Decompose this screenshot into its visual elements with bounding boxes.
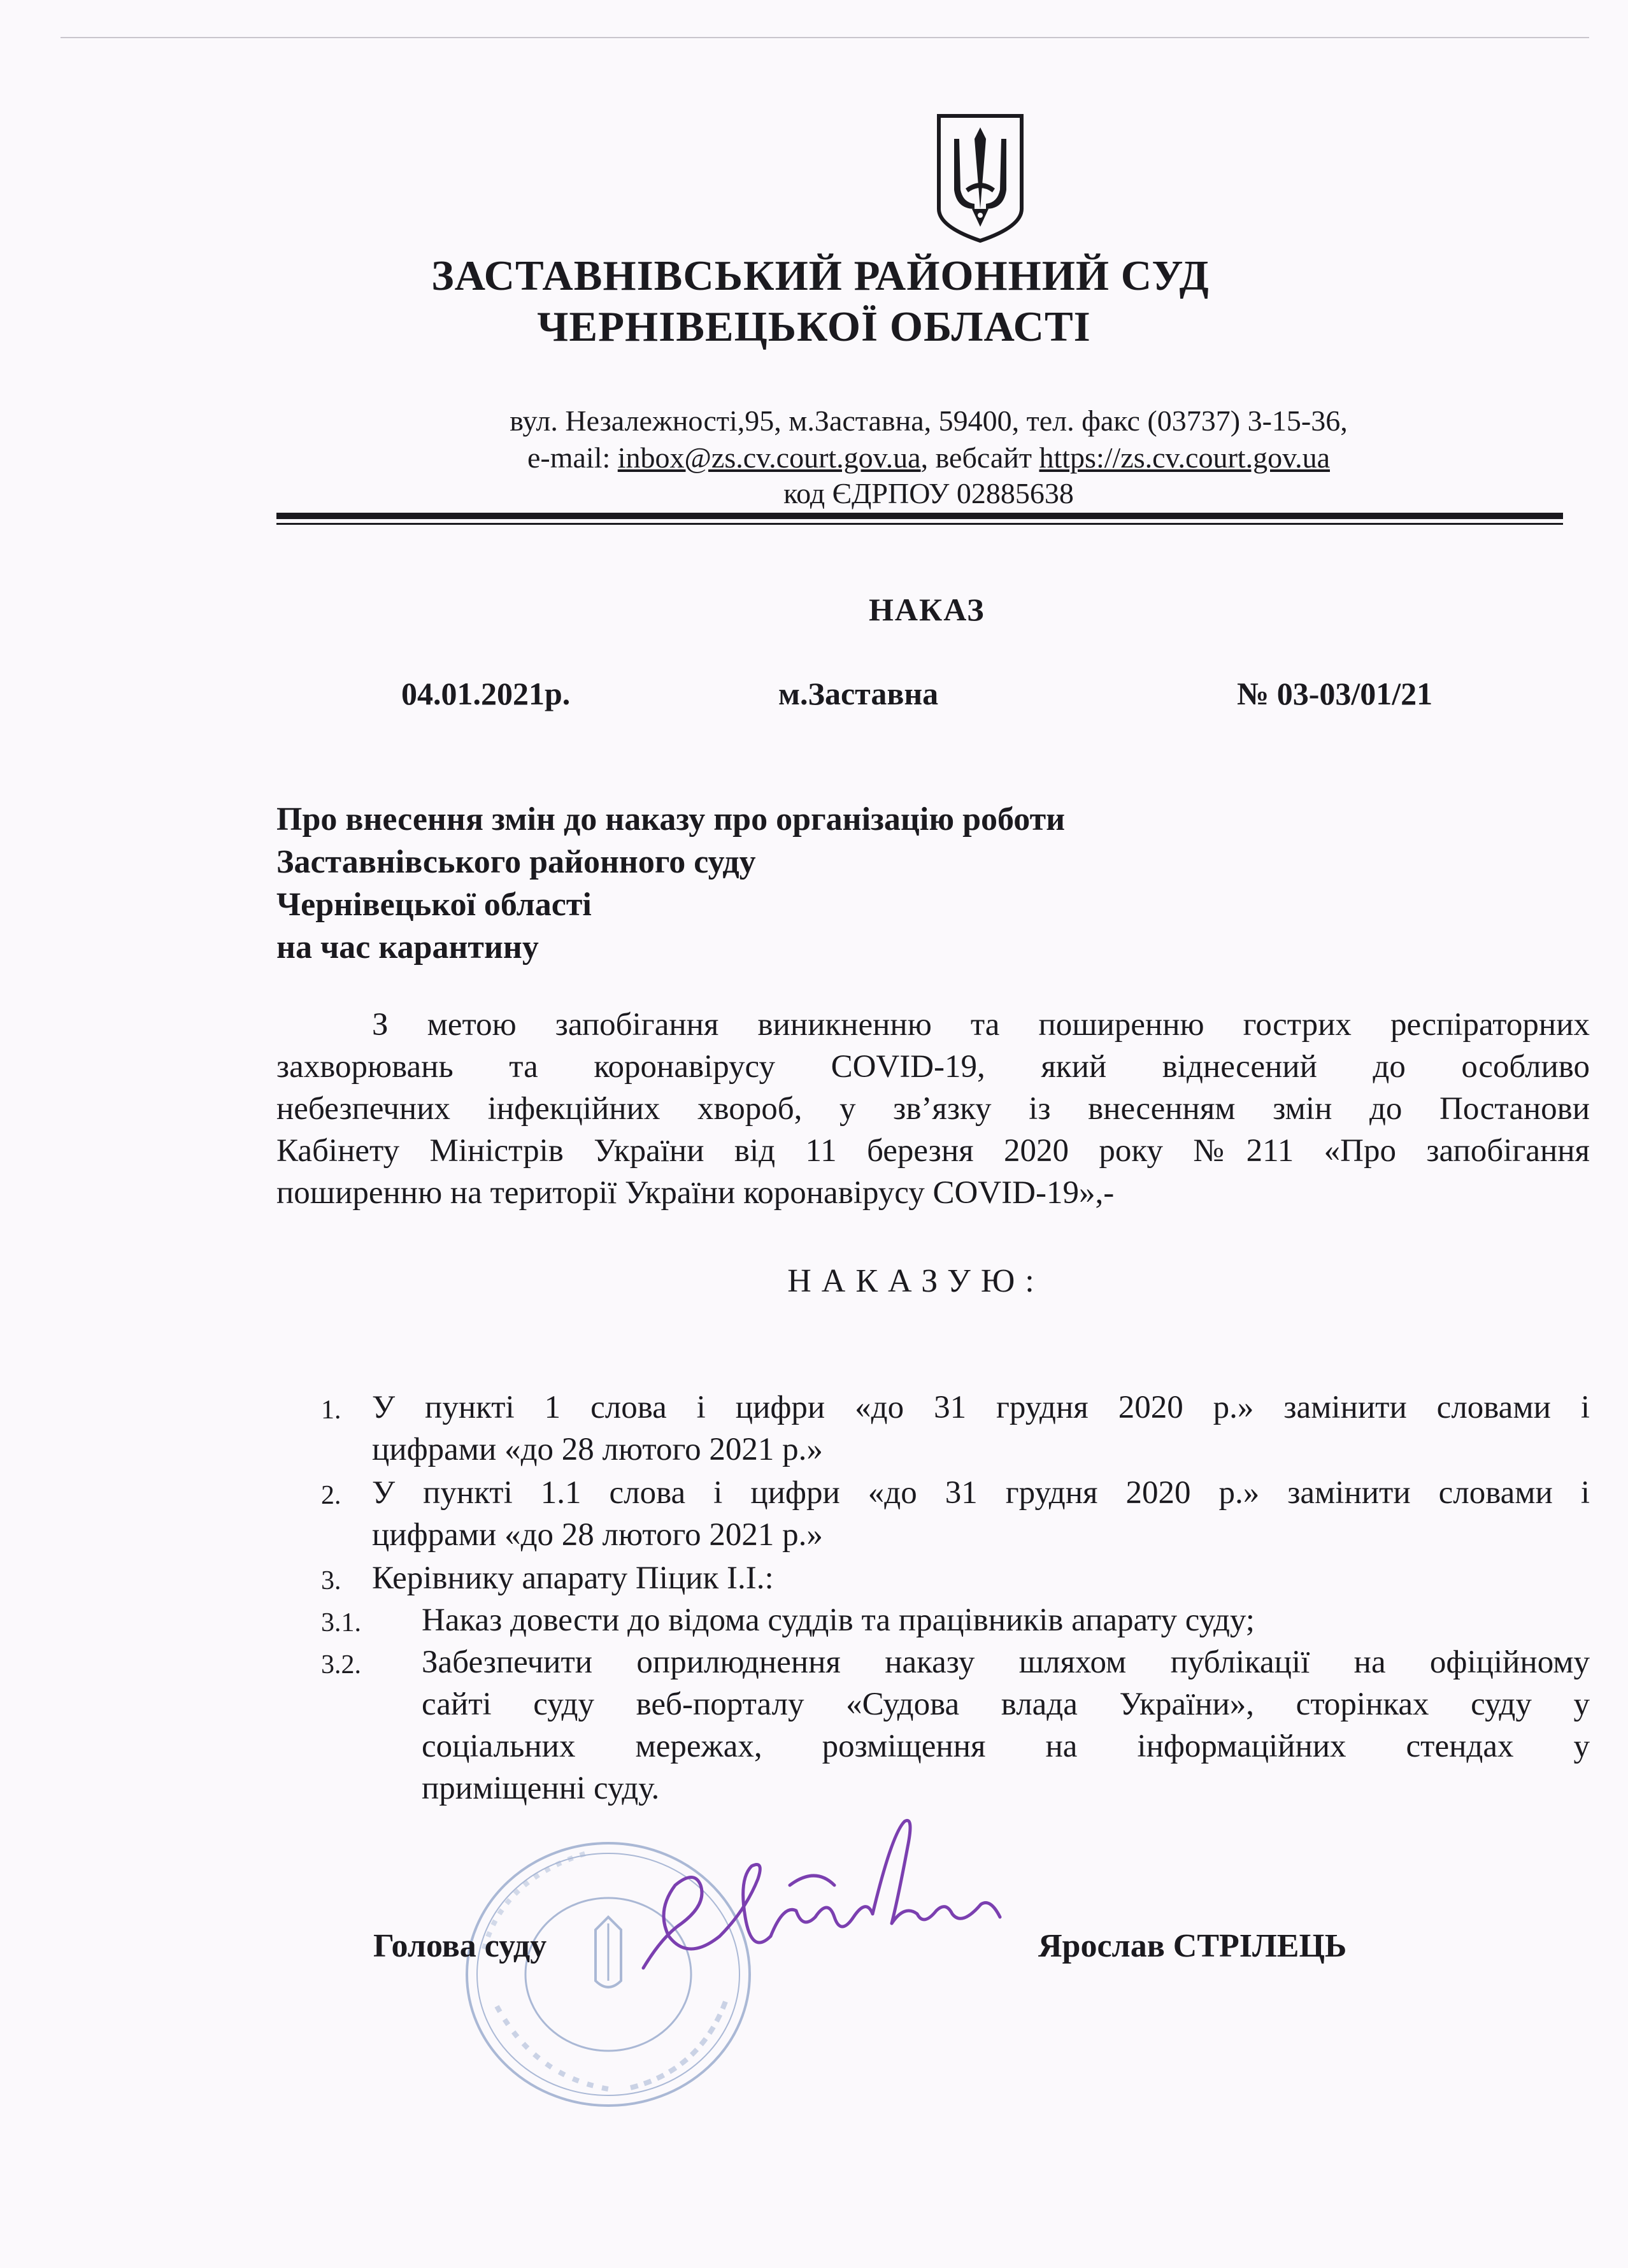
website-label: , вебсайт <box>920 441 1039 474</box>
preamble-line: Кабінету Міністрів України від 11 березня 2020 року №211 «Про запобігання <box>276 1133 1590 1169</box>
preamble-line: захворювань та коронавірусу COVID-19, який віднесений до особливо <box>276 1049 1590 1085</box>
preamble-line: поширенню на території України коронавірусу COVID-19»,- <box>276 1175 1115 1211</box>
email-label: e-mail: <box>527 441 618 474</box>
preamble-line: З метою запобігання виникненню та поширенню гострих респіраторних <box>372 1007 1590 1043</box>
subitem-number: 3.1. <box>321 1608 361 1637</box>
court-name-line-1: ЗАСТАВНІВСЬКИЙ РАЙОННИЙ СУД <box>431 252 1210 299</box>
subitem-number: 3.2. <box>321 1650 361 1680</box>
subject-line: Чернівецької області <box>276 887 592 923</box>
subject-line: Заставнівського районного суду <box>276 844 756 880</box>
court-name-line-2: ЧЕРНІВЕЦЬКОЇ ОБЛАСТІ <box>537 303 1091 350</box>
subject-line: Про внесення змін до наказу про організацію роботи <box>276 801 1066 838</box>
email-link[interactable]: inbox@zs.cv.court.gov.ua <box>617 441 921 474</box>
trident-coat-of-arms-icon <box>935 113 1025 244</box>
item-line: цифрами «до 28 лютого 2021 р.» <box>372 1432 823 1467</box>
court-address: вул. Незалежності,95, м.Заставна, 59400, тел. факс (03737) 3-15-36, <box>510 404 1348 437</box>
list-item <box>372 1387 1590 1471</box>
document-date: 04.01.2021р. <box>401 676 571 711</box>
header-divider-thick <box>276 513 1563 519</box>
item-number: 3. <box>321 1566 341 1595</box>
handwritten-signature <box>624 1809 1019 2000</box>
item-line: У пункті 1.1 слова і цифри «до 31 грудня 2020 р.» замінити словами і <box>372 1475 1590 1511</box>
list-item <box>372 1472 1590 1556</box>
subitem-line: Наказ довести до відома суддів та працівників апарату суду; <box>422 1602 1255 1638</box>
preamble-paragraph <box>276 1004 1590 1214</box>
document-number: № 03-03/01/21 <box>1237 676 1433 711</box>
document-subject <box>276 798 1065 969</box>
court-contacts <box>0 443 1628 473</box>
signatory-role: Голова суду <box>373 1928 547 1964</box>
item-number: 1. <box>321 1395 341 1425</box>
edrpou-code: код ЄДРПОУ 02885638 <box>783 477 1074 510</box>
subitem-line: соціальних мережах, розміщення на інформаційних стендах у <box>422 1729 1590 1764</box>
subitem-line: Забезпечити оприлюднення наказу шляхом публікації на офіційному <box>422 1644 1590 1680</box>
item-line: У пункті 1 слова і цифри «до 31 грудня 2020 р.» замінити словами і <box>372 1390 1590 1425</box>
document-title: НАКАЗ <box>869 592 985 627</box>
subitem-line: сайті суду веб-порталу «Судова влада України», сторінках суду у <box>422 1687 1590 1722</box>
list-subitem <box>422 1599 1590 1641</box>
item-line: Керівнику апарату Піцик І.І.: <box>372 1560 774 1596</box>
preamble-line: небезпечних інфекційних хвороб, у зв’язку із внесенням змін до Постанови <box>276 1091 1590 1127</box>
document-place: м.Заставна <box>778 676 939 711</box>
list-subitem <box>422 1641 1590 1809</box>
item-number: 2. <box>321 1481 341 1510</box>
order-heading: НАКАЗУЮ: <box>787 1263 1045 1299</box>
website-link[interactable]: https://zs.cv.court.gov.ua <box>1039 441 1330 474</box>
item-line: цифрами «до 28 лютого 2021 р.» <box>372 1517 823 1553</box>
header-divider-thin <box>276 523 1563 525</box>
signatory-name: Ярослав СТРІЛЕЦЬ <box>1038 1928 1347 1964</box>
scan-top-edge-line <box>61 37 1589 38</box>
list-item <box>372 1557 1590 1599</box>
subitem-line: приміщенні суду. <box>422 1771 660 1806</box>
subject-line: на час карантину <box>276 929 539 966</box>
